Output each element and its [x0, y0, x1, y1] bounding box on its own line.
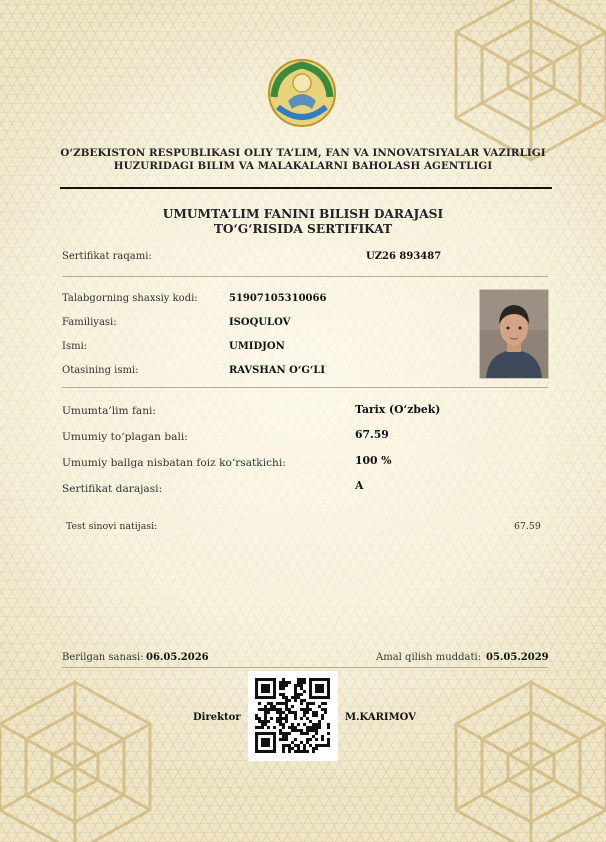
director-label: Direktor: [193, 712, 241, 723]
patronymic-label: Otasining ismi:: [62, 365, 139, 376]
total-score-value: 67.59: [355, 428, 389, 441]
director-name: M.KARIMOV: [345, 712, 416, 723]
divider: [62, 667, 548, 668]
percent-value: 100 %: [355, 454, 392, 467]
ornament-bottom-left: [0, 672, 170, 842]
agency-name: HUZURIDAGI BILIM VA MALAKALARNI BAHOLASH AGENTLIGI: [113, 160, 493, 172]
surname-label: Familiyasi:: [62, 317, 117, 328]
state-emblem-icon: [266, 57, 338, 129]
qr-code-icon[interactable]: [248, 671, 338, 761]
ministry-name: O‘ZBEKISTON RESPUBLIKASI OLIY TA’LIM, FAN VA INNOVATSIYALAR VAZIRLIGI: [60, 147, 546, 159]
certificate-number-value: UZ26 893487: [366, 251, 442, 262]
divider: [62, 276, 548, 277]
name-value: UMIDJON: [229, 341, 285, 352]
issued-date-label: Berilgan sanasi:: [62, 652, 144, 663]
level-label: Sertifikat darajasi:: [62, 483, 163, 495]
total-score-label: Umumiy to‘plagan bali:: [62, 431, 188, 443]
subject-value: Tarix (O‘zbek): [355, 403, 441, 416]
level-value: A: [355, 479, 364, 492]
certificate-subtitle: TO‘G‘RISIDA SERTIFIKAT: [213, 222, 393, 236]
test-result-label: Test sinovi natijasi:: [66, 521, 158, 532]
test-result-value: 67.59: [514, 521, 541, 532]
valid-until-value: 05.05.2029: [486, 652, 549, 663]
personal-code-value: 51907105310066: [229, 293, 327, 304]
ornament-bottom-right: [436, 672, 606, 842]
person-photo-icon: [480, 290, 548, 378]
divider: [62, 387, 548, 388]
patronymic-value: RAVSHAN O‘G‘LI: [229, 365, 326, 376]
header-divider: [60, 187, 552, 189]
surname-value: ISOQULOV: [229, 317, 291, 328]
certificate-number-label: Sertifikat raqami:: [62, 251, 152, 262]
issued-date-value: 06.05.2026: [146, 652, 209, 663]
applicant-photo: [479, 289, 549, 379]
valid-until-label: Amal qilish muddati:: [376, 652, 482, 663]
percent-label: Umumiy ballga nisbatan foiz ko‘rsatkichi:: [62, 457, 286, 469]
personal-code-label: Talabgorning shaxsiy kodi:: [62, 293, 198, 304]
ornament-top-right: [436, 0, 606, 170]
name-label: Ismi:: [62, 341, 88, 352]
certificate-title: UMUMTA’LIM FANINI BILISH DARAJASI: [162, 207, 444, 221]
qr-code-graphic: [248, 671, 338, 761]
subject-label: Umumta’lim fani:: [62, 405, 156, 417]
